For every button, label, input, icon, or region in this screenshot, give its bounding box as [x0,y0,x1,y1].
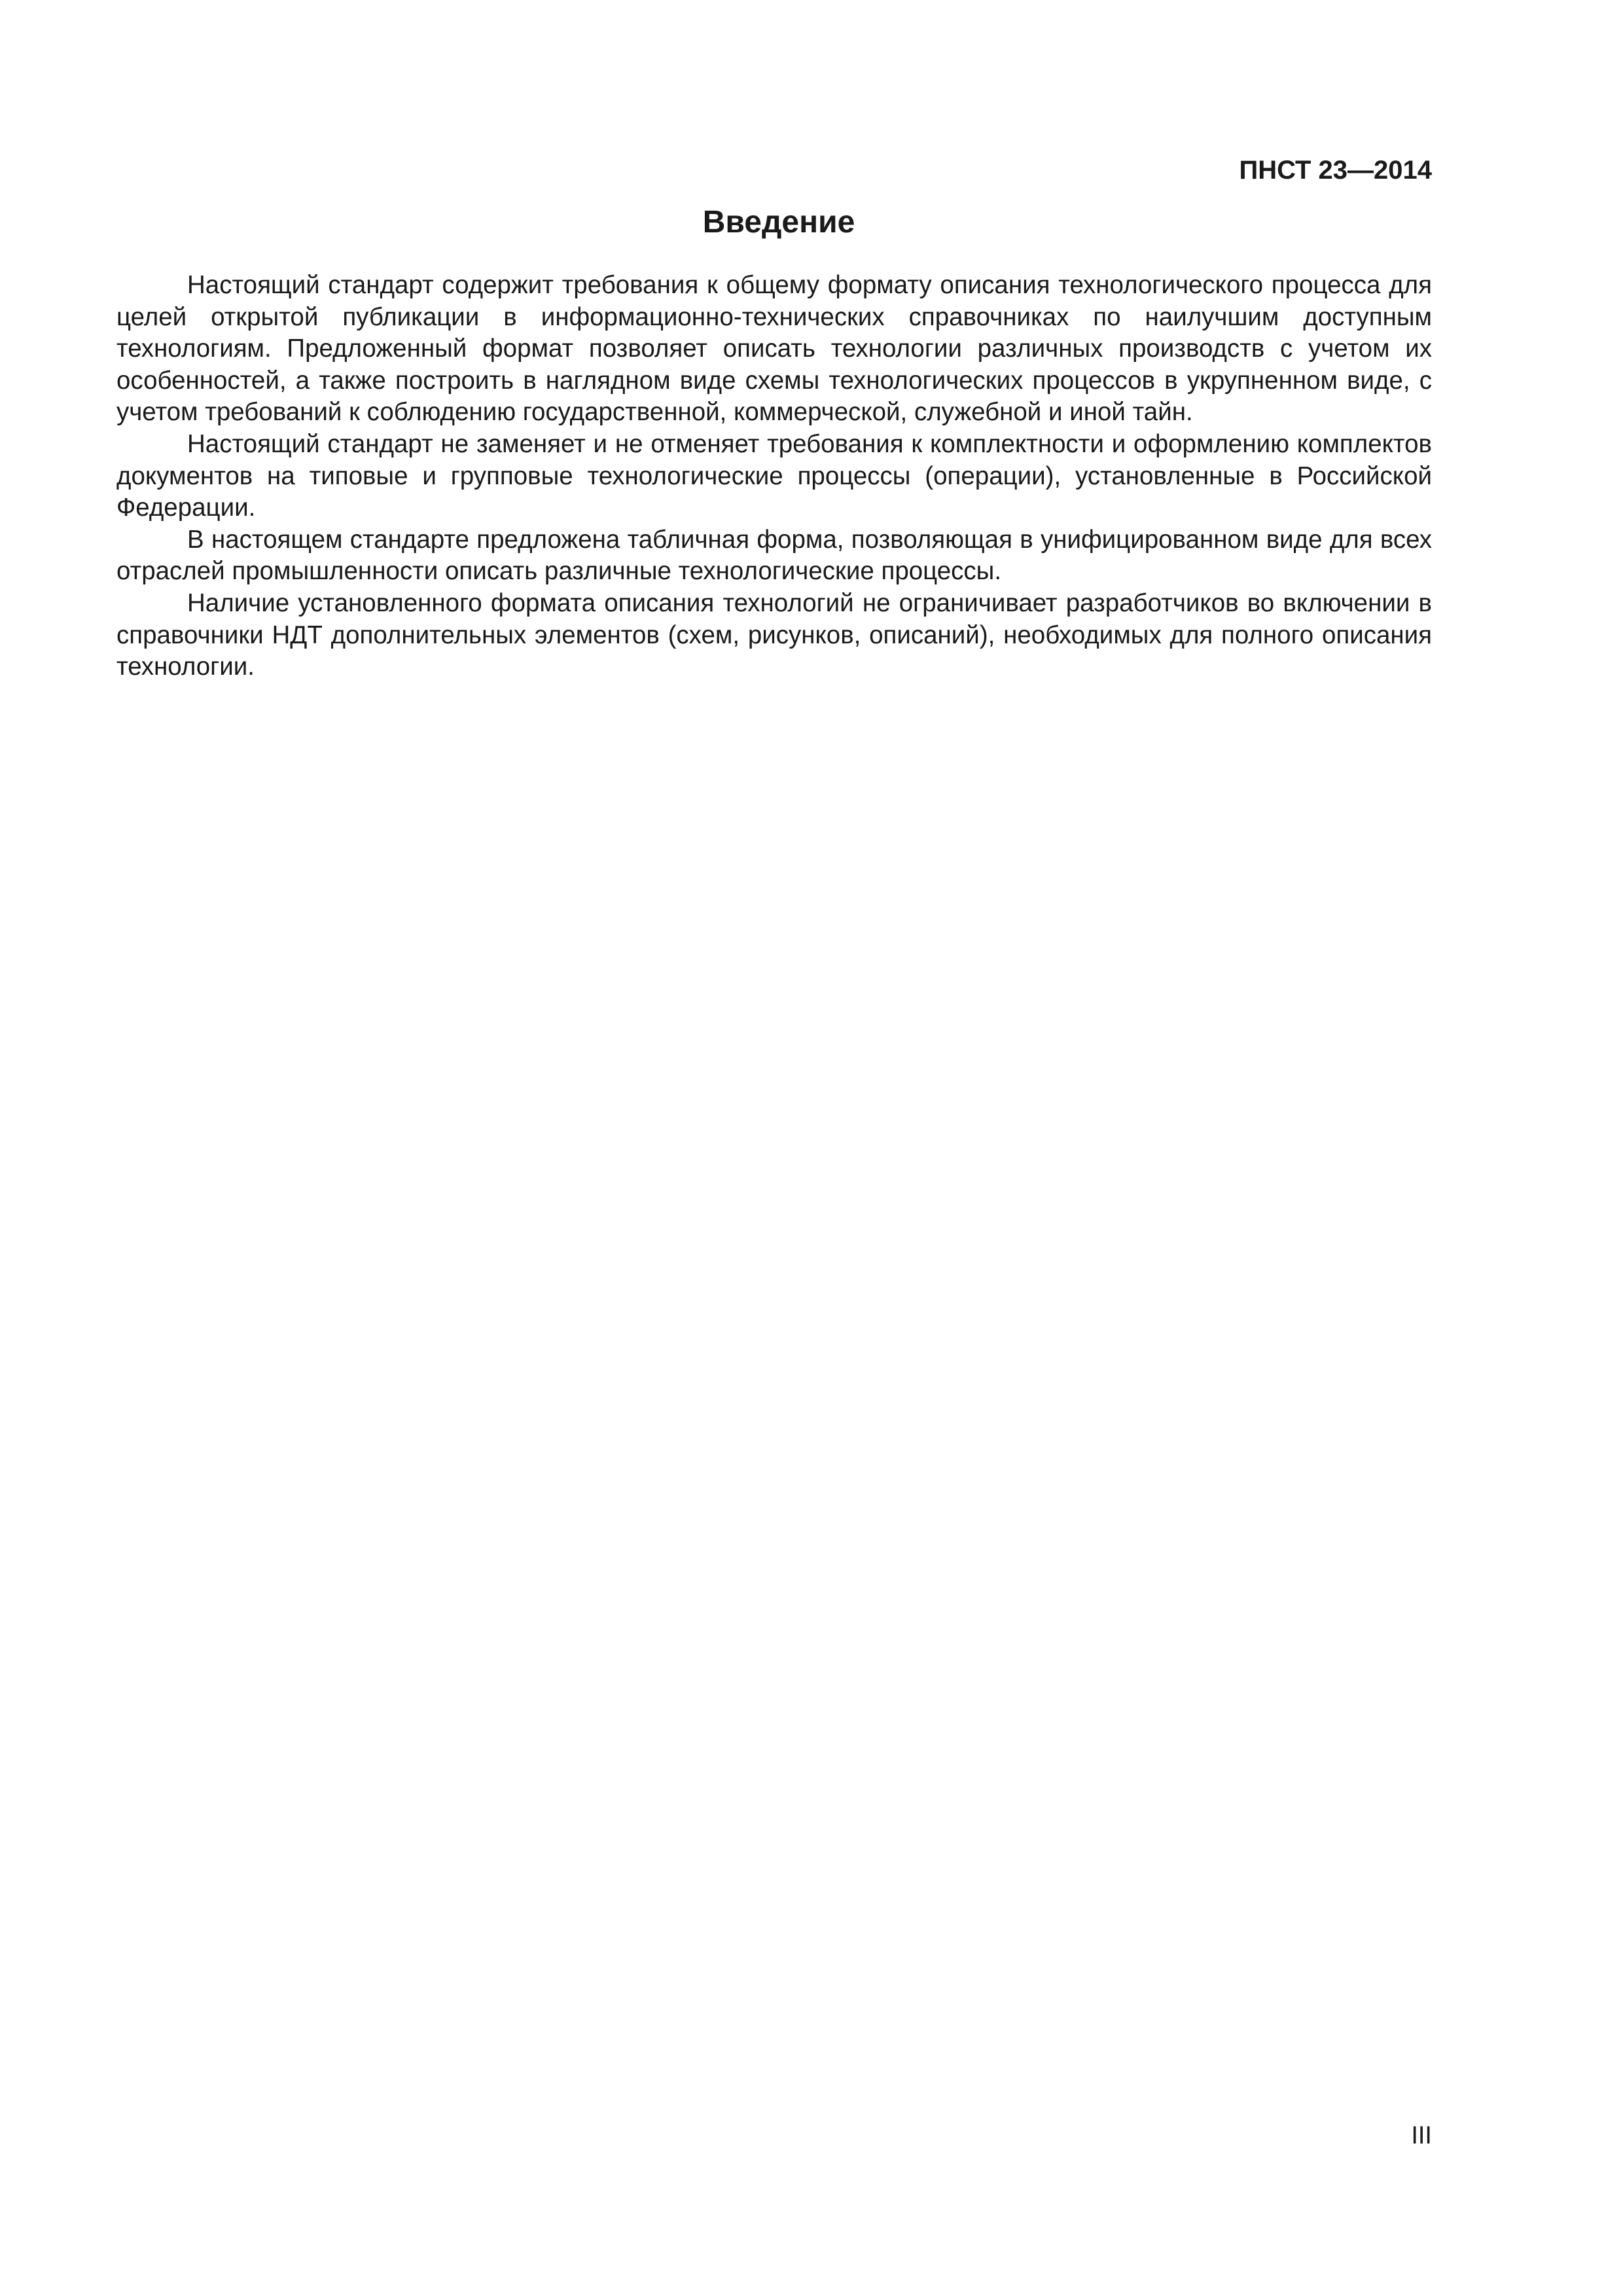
paragraph: Настоящий стандарт не заменяет и не отменяет требования к комплектности и оформлению комплектов документов на типовые и групповые технологические процессы (операции), установленные в Российской Федерации. [116,429,1432,522]
paragraph: Настоящий стандарт содержит требования к общему формату описания технологического процесса для целей открытой публикации в информационно-технических справочниках по наилучшим доступным технологиям. Предложенный формат позволяет описать технологии различных производств с учетом их особенностей, а также построить в наглядном виде схемы технологических процессов в укрупненном виде, с учетом требований к соблюдению государственной, коммерческой, служебной и иной тайн. [116,271,1432,427]
paragraph: Наличие установленного формата описания технологий не ограничивает разработчиков во включении в справочники НДТ дополнительных элементов (схем, рисунков, описаний), необходимых для полного описания технологии. [116,588,1432,681]
document-number: ПНСТ 23—2014 [1239,156,1432,185]
section-body [116,270,1432,683]
section-title: Введение [702,205,855,240]
page-number: III [1411,2122,1432,2149]
paragraph: В настоящем стандарте предложена табличная форма, позволяющая в унифицированном виде для всех отраслей промышленности описать различные технологические процессы. [116,525,1432,586]
